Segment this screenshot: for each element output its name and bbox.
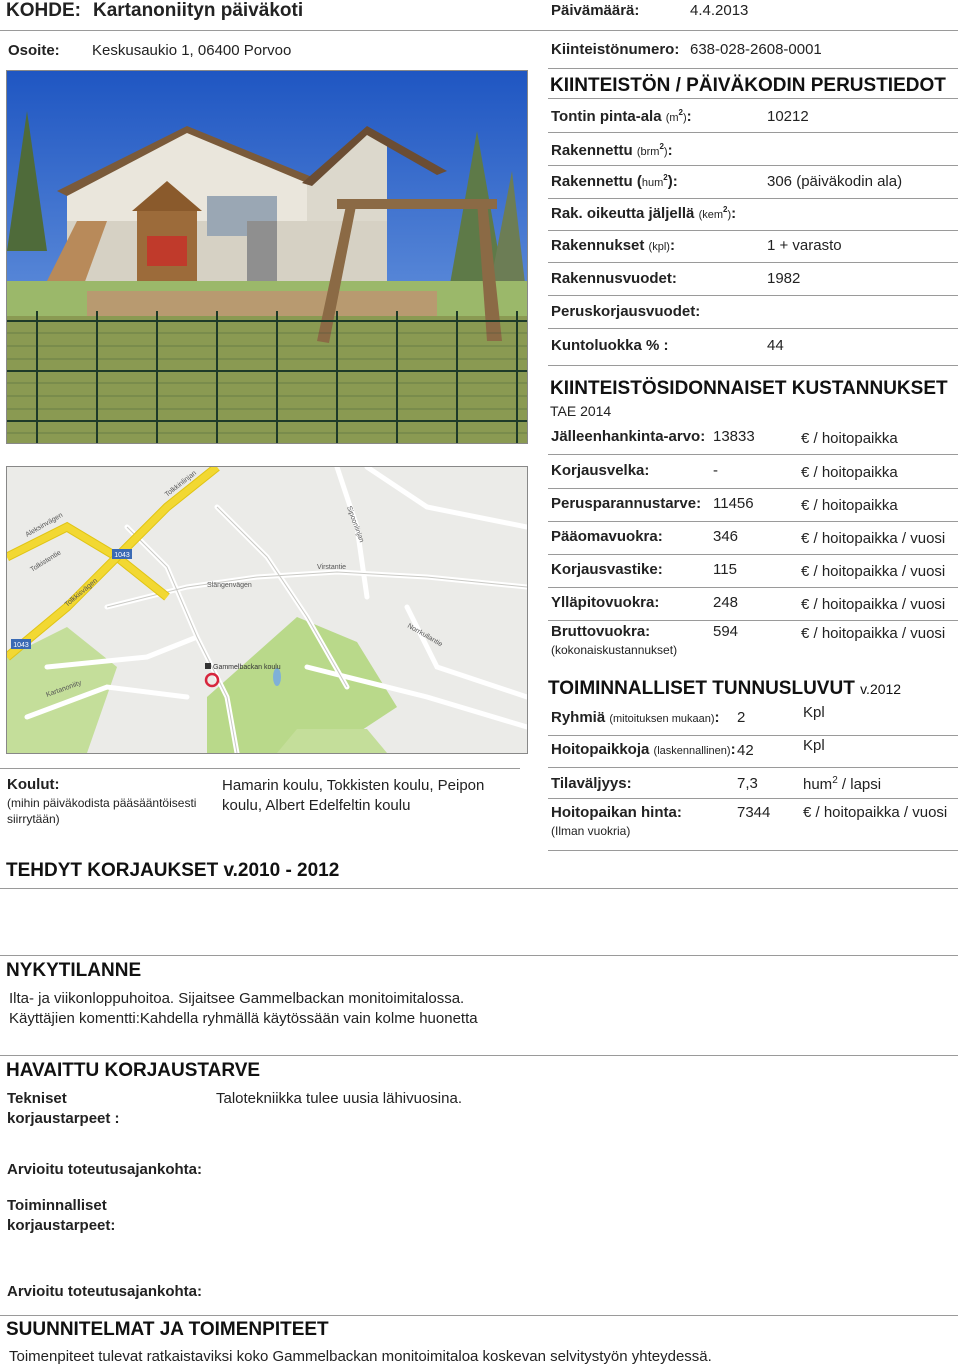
kuntoluokka-label: Kuntoluokka % : — [551, 337, 669, 354]
divider — [548, 295, 958, 296]
street-label: Kartanoniity — [45, 679, 83, 699]
hum-value: 306 (päiväkodin ala) — [767, 173, 903, 190]
divider — [548, 230, 958, 231]
basic-title: KIINTEISTÖN / PÄIVÄKODIN PERUSTIEDOT — [550, 75, 946, 96]
divider — [548, 165, 958, 166]
divider — [548, 98, 958, 99]
current-title: NYKYTILANNE — [6, 960, 142, 981]
tekniset-value: Talotekniikka tulee uusia lähivuosina. — [216, 1090, 462, 1107]
kem-label: Rak. oikeutta jäljellä (kem$^2$): — [551, 205, 737, 222]
schools-value-2: koulu, Albert Edelfeltin koulu — [222, 797, 411, 814]
divider — [548, 587, 958, 588]
cost-row-value: 346 — [713, 528, 739, 545]
header-divider-right — [548, 30, 958, 31]
location-map-svg — [7, 467, 527, 753]
kiinteistonumero-value: 638-028-2608-0001 — [690, 41, 822, 58]
divider — [548, 488, 958, 489]
street-label: Slängenvägen — [207, 582, 252, 589]
brm-label-text: Rakennettu — [551, 142, 633, 159]
operational-title-year: v.2012 — [860, 681, 902, 697]
brm-label: Rakennettu (brm$^2$): — [551, 142, 673, 159]
cost-row-label: Korjausvelka: — [551, 462, 650, 479]
cost-row-label: Pääomavuokra: — [551, 528, 663, 545]
paivamaara-label: Päivämäärä: — [551, 2, 640, 19]
repairs-title: TEHDYT KORJAUKSET v.2010 - 2012 — [6, 860, 340, 881]
operational-title-text: TOIMINNALLISET TUNNUSLUVUT — [548, 678, 855, 699]
kem-label-text: Rak. oikeutta jäljellä — [551, 205, 695, 222]
hoitopaikkoja-unit: Kpl — [803, 737, 825, 754]
divider — [548, 262, 958, 263]
divider — [0, 1315, 958, 1316]
divider — [0, 888, 958, 889]
cost-row-unit: € / hoitopaikka — [801, 464, 898, 481]
hinta-value: 7344 — [737, 804, 771, 821]
cost-row-unit: € / hoitopaikka / vuosi — [801, 596, 946, 613]
cost-row-value: - — [713, 462, 718, 479]
rakennukset-unit: (kpl) — [648, 241, 670, 253]
costs-subtitle: TAE 2014 — [550, 403, 612, 419]
street-label: Tolkistentie — [29, 549, 63, 574]
tilavaljyys-unit-tail: / lapsi — [841, 776, 882, 793]
hoitopaikkoja-label: Hoitopaikkoja (laskennallinen): — [551, 741, 736, 758]
divider — [548, 521, 958, 522]
street-label: Tolkkisvägen — [63, 577, 99, 609]
tontti-label-text: Tontin pinta-ala — [551, 108, 662, 125]
tontti-label: Tontin pinta-ala $(m^2)$: — [551, 108, 692, 125]
tekniset-label-2: korjaustarpeet : — [7, 1110, 120, 1127]
cost-row-value: 13833 — [713, 428, 755, 445]
divider — [548, 735, 958, 736]
hoitopaikkoja-label-text: Hoitopaikkoja — [551, 741, 650, 758]
ryhmia-value: 2 — [737, 709, 746, 726]
hum-label: Rakennettu (hum$^2$): — [551, 173, 678, 190]
rakennukset-value: 1 + varasto — [767, 237, 842, 254]
building-photo-svg — [7, 71, 527, 443]
rakennusvuodet-label: Rakennusvuodet: — [551, 270, 677, 287]
street-label: Aleksinvägen — [24, 511, 65, 539]
tilavaljyys-unit: hum$^2$ / lapsi — [803, 775, 882, 793]
peruskorjaus-label: Peruskorjausvuodet: — [551, 303, 701, 320]
cost-row-unit: € / hoitopaikka — [801, 430, 898, 447]
tekniset-label-1: Tekniset — [7, 1090, 67, 1107]
cost-row-value: 594 — [713, 623, 739, 640]
rakennusvuodet-value: 1982 — [767, 270, 801, 287]
plans-title: SUUNNITELMAT JA TOIMENPITEET — [6, 1319, 329, 1340]
cost-row-label: Jälleenhankinta-arvo: — [551, 428, 706, 445]
location-map — [6, 466, 528, 754]
rakennukset-label-text: Rakennukset — [551, 237, 645, 254]
divider — [548, 554, 958, 555]
costs-title: KIINTEISTÖSIDONNAISET KUSTANNUKSET — [550, 378, 948, 399]
kohde-label: KOHDE: — [6, 0, 81, 21]
osoite-label: Osoite: — [8, 42, 60, 59]
cost-row-label: Korjausvastike: — [551, 561, 663, 578]
cost-row-unit: € / hoitopaikka — [801, 497, 898, 514]
hinta-label: Hoitopaikan hinta: — [551, 804, 682, 821]
road-number: 1043 — [13, 642, 29, 649]
cost-row-value: 248 — [713, 594, 739, 611]
cost-row-label: Ylläpitovuokra: — [551, 594, 660, 611]
osoite-value: Keskusaukio 1, 06400 Porvoo — [92, 42, 292, 59]
header-divider — [0, 30, 548, 31]
ryhmia-label: Ryhmiä (mitoituksen mukaan): — [551, 709, 720, 726]
kem-unit: (kem — [698, 209, 724, 221]
brutto-note: (kokonaiskustannukset) — [551, 643, 678, 657]
hinta-note: (Ilman vuokria) — [551, 824, 631, 838]
operational-title — [548, 678, 901, 700]
hinta-unit: € / hoitopaikka / vuosi — [803, 804, 948, 821]
ryhmia-note: (mitoituksen mukaan) — [609, 713, 715, 725]
school-icon — [205, 663, 211, 669]
divider — [548, 767, 958, 768]
hoitopaikkoja-value: 42 — [737, 742, 754, 759]
poi-label: Gammelbackan koulu — [213, 664, 281, 671]
cost-row-unit: € / hoitopaikka / vuosi — [801, 625, 946, 642]
road-number: 1043 — [114, 552, 130, 559]
tilavaljyys-unit-text: hum — [803, 776, 833, 793]
hum-label-text: Rakennettu ( — [551, 173, 642, 190]
divider — [0, 955, 958, 956]
cost-row-value: 11456 — [713, 495, 754, 512]
schools-value-1: Hamarin koulu, Tokkisten koulu, Peipon — [222, 777, 485, 794]
current-line-2: Käyttäjien komentti:Kahdella ryhmällä käytössään vain kolme huonetta — [9, 1010, 478, 1027]
street-label: Sipoonlinjan — [345, 505, 365, 544]
arvioitu-label-1: Arvioitu toteutusajankohta: — [7, 1161, 203, 1178]
divider — [548, 328, 958, 329]
divider — [548, 365, 958, 366]
plans-text: Toimenpiteet tulevat ratkaistaviksi koko Gammelbackan monitoimitaloa koskevan selvitystyön yhteydessä. — [9, 1348, 712, 1365]
arvioitu-label-2: Arvioitu toteutusajankohta: — [7, 1283, 203, 1300]
toiminnalliset-label-1: Toiminnalliset — [7, 1197, 107, 1214]
brm-unit: (brm — [636, 146, 660, 158]
ryhmia-unit: Kpl — [803, 704, 825, 721]
street-label: Virstantie — [317, 564, 347, 571]
divider — [548, 798, 958, 799]
kiinteistonumero-label: Kiinteistönumero: — [551, 41, 680, 58]
schools-label: Koulut: — [7, 776, 60, 793]
divider — [548, 198, 958, 199]
cost-row-label: Perusparannustarve: — [551, 495, 702, 512]
schools-note-2: siirrytään) — [7, 812, 60, 826]
hoitopaikkoja-note: (laskennallinen) — [653, 745, 731, 757]
cost-row-unit: € / hoitopaikka / vuosi — [801, 563, 946, 580]
current-line-1: Ilta- ja viikonloppuhoitoa. Sijaitsee Gammelbackan monitoimitalossa. — [9, 990, 465, 1007]
tontti-value: 10212 — [767, 108, 809, 125]
divider — [548, 850, 958, 851]
building-photo — [6, 70, 528, 444]
cost-row-label: Bruttovuokra: — [551, 623, 651, 640]
divider — [548, 454, 958, 455]
tilavaljyys-value: 7,3 — [737, 775, 758, 792]
street-label: Tolkkinlinjan — [163, 469, 198, 499]
tilavaljyys-label: Tilaväljyys: — [551, 775, 632, 792]
hum-unit: hum — [641, 177, 664, 189]
ryhmia-label-text: Ryhmiä — [551, 709, 606, 726]
paivamaara-value: 4.4.2013 — [690, 2, 749, 19]
header-divider-2 — [548, 68, 958, 69]
tontti-unit: (m — [665, 112, 679, 124]
cost-row-unit: € / hoitopaikka / vuosi — [801, 530, 946, 547]
divider — [0, 1055, 958, 1056]
kohde-value: Kartanoniityn päiväkoti — [93, 0, 304, 21]
needs-title: HAVAITTU KORJAUSTARVE — [6, 1060, 261, 1081]
rakennukset-label: Rakennukset (kpl): — [551, 237, 675, 254]
divider — [0, 768, 520, 769]
divider — [548, 132, 958, 133]
street-label: Norrkullantie — [406, 622, 444, 649]
divider — [548, 620, 958, 621]
kuntoluokka-value: 44 — [767, 337, 784, 354]
cost-row-value: 115 — [713, 561, 737, 578]
schools-note-1: (mihin päiväkodista pääsääntöisesti — [7, 796, 197, 810]
toiminnalliset-label-2: korjaustarpeet: — [7, 1217, 116, 1234]
